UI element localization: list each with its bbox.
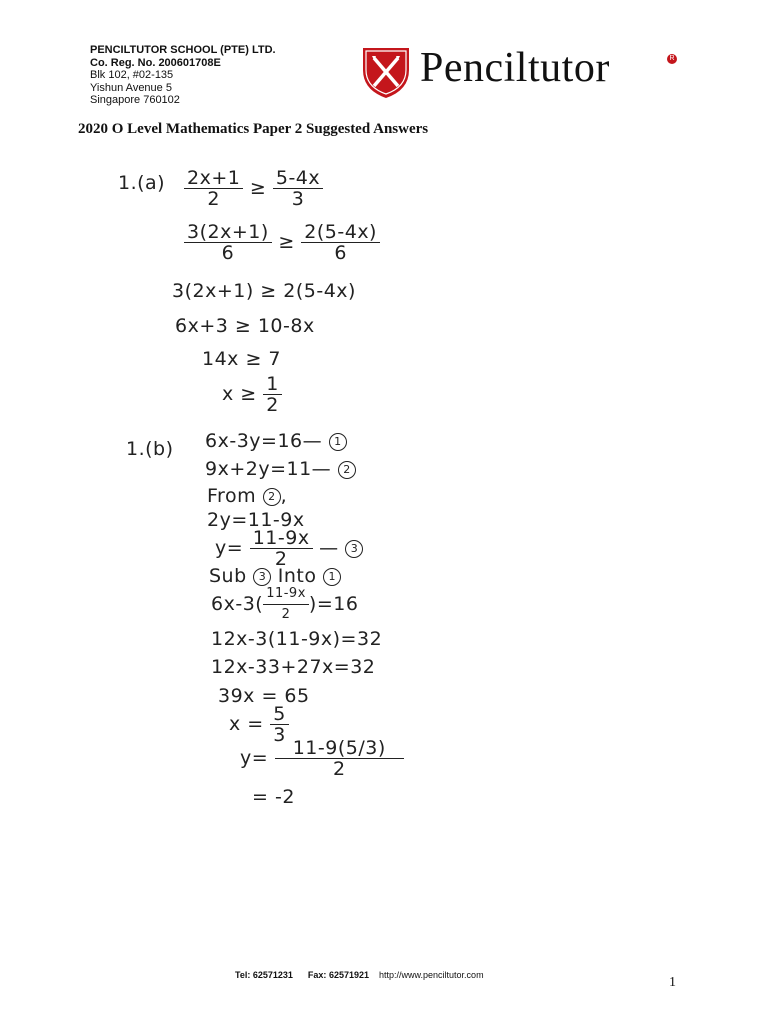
q1b-line-3: From 2 ,: [207, 485, 288, 507]
q1a-line-2: $\frac{3(2x+1)}{6}$ ≥ $\frac{2(5-4x)}{6}$: [184, 222, 380, 263]
brand-name: Penciltutor: [420, 45, 610, 91]
footer-url-link[interactable]: http://www.penciltutor.com: [379, 970, 484, 980]
company-name: PENCILTUTOR SCHOOL (PTE) LTD.: [90, 44, 276, 56]
q1b-line-5: y= $\frac{11-9x}{2}$ — 3: [215, 528, 363, 569]
q1b-line-4: 2y=11-9x: [207, 509, 305, 531]
q1b-line-8: 12x-3(11-9x)=32: [211, 628, 383, 650]
q1a-line-6: x ≥ $\frac{1}{2}$: [222, 374, 282, 415]
footer-contact: Tel: 62571231 Fax: 62571921 http://www.penciltutor.com: [235, 970, 484, 980]
page-number: 1: [669, 975, 676, 990]
q1a-line-5: 14x ≥ 7: [202, 348, 282, 370]
q1b-line-6: Sub 3 Into 1: [209, 565, 341, 587]
q1b-line-1: 6x-3y=16— 1: [205, 430, 347, 452]
q1b-label: 1.(b): [126, 438, 174, 460]
q1b-line-2: 9x+2y=11— 2: [205, 458, 356, 480]
address-line-3: Singapore 760102: [90, 94, 180, 106]
company-info: [90, 44, 276, 107]
q1b-line-13: = -2: [252, 786, 295, 808]
penciltutor-logo: [360, 44, 680, 100]
q1b-line-10: 39x = 65: [218, 685, 310, 707]
registered-mark-icon: R: [667, 54, 677, 64]
page-title: 2020 O Level Mathematics Paper 2 Suggested Answers: [78, 121, 429, 137]
q1a-line-4: 6x+3 ≥ 10-8x: [175, 315, 315, 337]
q1a-line-3: 3(2x+1) ≥ 2(5-4x): [172, 280, 356, 302]
shield-crest-icon: [360, 44, 412, 100]
q1a-line-1: $\frac{2x+1}{2}$ ≥ $\frac{5-4x}{3}$: [184, 168, 323, 209]
q1b-line-11: x = $\frac{5}{3}$: [229, 704, 289, 745]
q1b-line-12: y= $\frac{11-9(5/3)}{2}$: [240, 738, 404, 779]
q1a-label: 1.(a): [118, 172, 166, 194]
address-line-2: Yishun Avenue 5: [90, 81, 172, 94]
company-reg-no: Co. Reg. No. 200601708E: [90, 56, 221, 69]
q1b-line-9: 12x-33+27x=32: [211, 656, 376, 678]
address-line-1: Blk 102, #02-135: [90, 69, 174, 81]
q1b-line-7: 6x-3( $\frac{11-9x}{2}$ )=16: [211, 586, 359, 622]
